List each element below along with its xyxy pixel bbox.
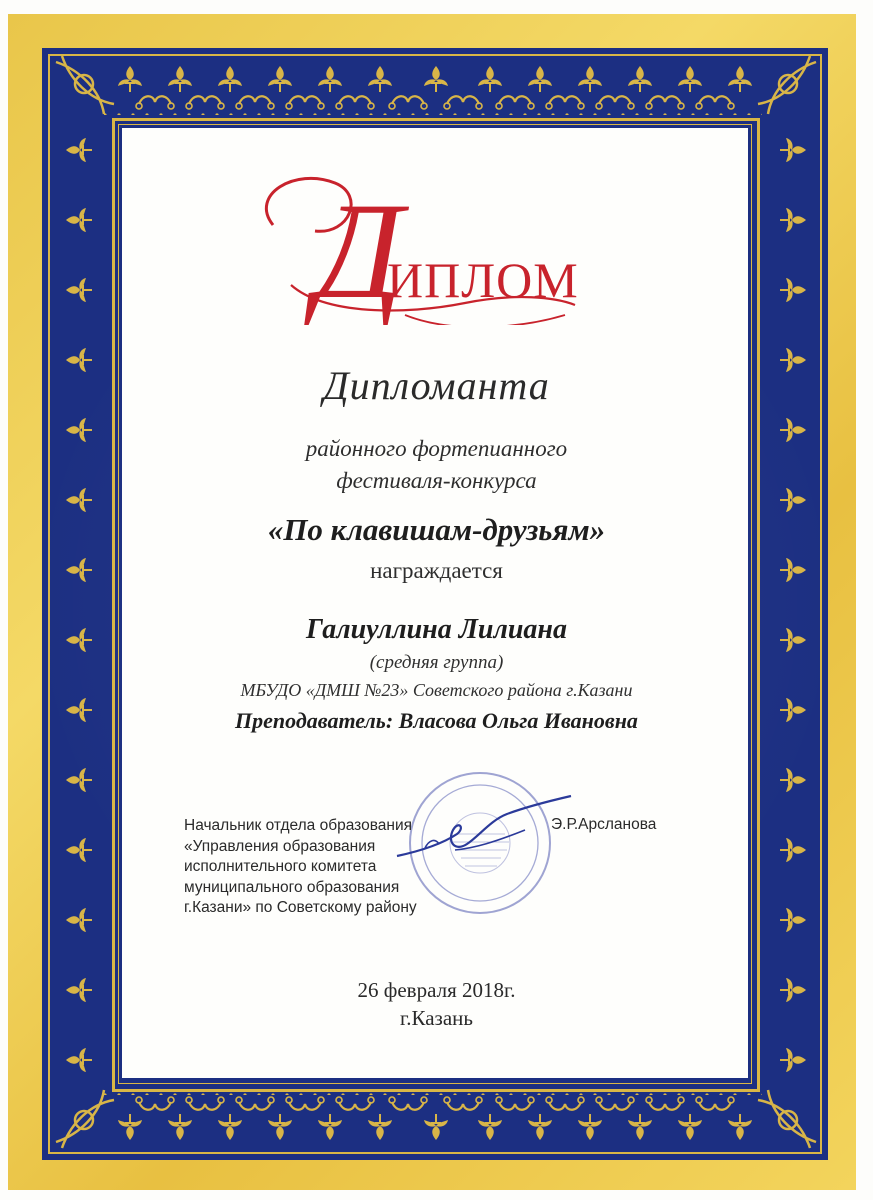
signatory-title (184, 816, 417, 919)
handwritten-signature (395, 790, 575, 880)
description-line-2: фестиваля-конкурса (336, 468, 537, 493)
diploma-title-initial: Д (315, 174, 403, 325)
recipient-group: (средняя группа) (369, 652, 504, 673)
signatory-title-line: муниципального образования (184, 878, 400, 896)
recipient-name: Галиуллина Лилиана (306, 614, 567, 645)
diploma-title (255, 165, 595, 325)
recipient-school: МБУДО «ДМШ №23» Советского района г.Казани (240, 680, 633, 700)
signatory-title-line: «Управления образования (184, 837, 376, 855)
signatory-title-line: исполнительного комитета (184, 858, 377, 875)
contest-name: «По клавишам-друзьям» (267, 512, 606, 547)
issue-city: г.Казань (400, 1006, 473, 1030)
awarded-text: награждается (370, 558, 503, 583)
issue-date: 26 февраля 2018г. (357, 978, 516, 1002)
description-line-1: районного фортепианного (305, 436, 568, 461)
signatory-title-line: Начальник отдела образования (184, 817, 412, 834)
signatory-title-line: г.Казани» по Советскому району (184, 899, 417, 916)
teacher-name: Преподаватель: Власова Ольга Ивановна (235, 708, 638, 733)
signatory-name: Э.Р.Арсланова (551, 816, 657, 833)
diploma-subtitle: Дипломанта (323, 363, 550, 408)
diploma-title-rest: ИПЛОМ (387, 252, 579, 308)
